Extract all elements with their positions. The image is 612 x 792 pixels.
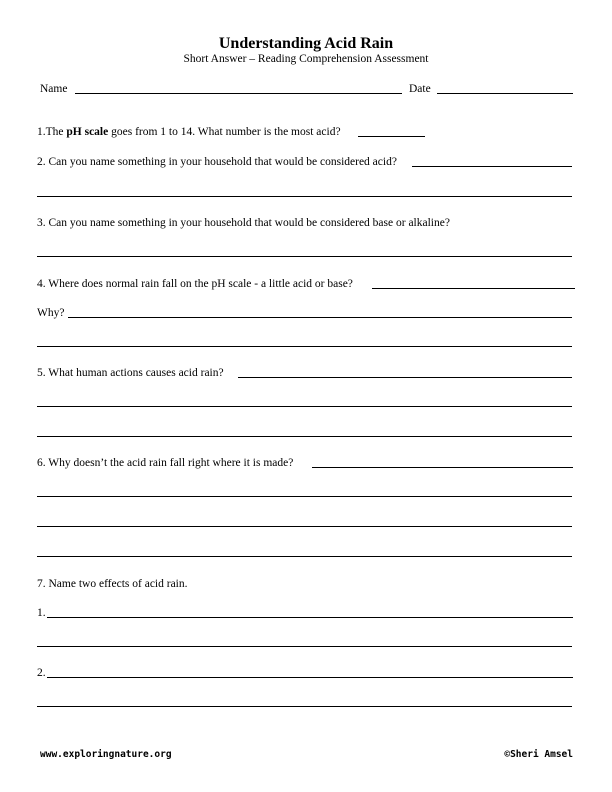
worksheet-subtitle: Short Answer – Reading Comprehension Assessment — [183, 53, 429, 65]
date-label: Date — [409, 83, 431, 95]
question-2-answer-line-1[interactable] — [412, 166, 572, 167]
question-1-prefix: 1.The — [37, 126, 67, 138]
question-2-answer-line-2[interactable] — [37, 196, 572, 197]
question-7-item-1-line-2[interactable] — [37, 646, 572, 647]
question-4-why: Why? — [37, 307, 65, 319]
question-4: 4. Where does normal rain fall on the pH scale - a little acid or base? — [37, 278, 353, 290]
question-4-why-line-1[interactable] — [68, 317, 572, 318]
question-5-answer-line-1[interactable] — [238, 377, 572, 378]
question-3: 3. Can you name something in your household that would be considered base or alkaline? — [37, 217, 450, 229]
question-7-item-1-label: 1. — [37, 607, 46, 619]
worksheet-title: Understanding Acid Rain — [218, 35, 394, 52]
name-label: Name — [40, 83, 68, 95]
question-5: 5. What human actions causes acid rain? — [37, 367, 224, 379]
question-1-term: pH scale — [66, 126, 109, 138]
footer-website: www.exploringnature.org — [40, 749, 172, 760]
question-6-answer-line-3[interactable] — [37, 526, 572, 527]
question-7-item-2-label: 2. — [37, 667, 46, 679]
question-2: 2. Can you name something in your household that would be considered acid? — [37, 156, 397, 168]
name-answer-line[interactable] — [75, 93, 402, 94]
question-4-answer-line[interactable] — [372, 288, 575, 289]
question-4-why-line-2[interactable] — [37, 346, 572, 347]
date-answer-line[interactable] — [437, 93, 573, 94]
footer-copyright: ©Sheri Amsel — [504, 749, 573, 760]
question-1-suffix: goes from 1 to 14. What number is the most acid? — [108, 126, 341, 138]
question-5-answer-line-2[interactable] — [37, 406, 572, 407]
question-7-item-2-line-1[interactable] — [47, 677, 573, 678]
question-6: 6. Why doesn’t the acid rain fall right where it is made? — [37, 457, 294, 469]
question-7-item-1-line-1[interactable] — [47, 617, 573, 618]
question-1 — [37, 125, 341, 139]
question-5-answer-line-3[interactable] — [37, 436, 572, 437]
question-6-answer-line-2[interactable] — [37, 496, 572, 497]
question-3-answer-line[interactable] — [37, 256, 572, 257]
question-6-answer-line-4[interactable] — [37, 556, 572, 557]
question-7-item-2-line-2[interactable] — [37, 706, 572, 707]
question-1-answer-line[interactable] — [358, 136, 425, 137]
question-7: 7. Name two effects of acid rain. — [37, 578, 188, 590]
question-6-answer-line-1[interactable] — [312, 467, 573, 468]
